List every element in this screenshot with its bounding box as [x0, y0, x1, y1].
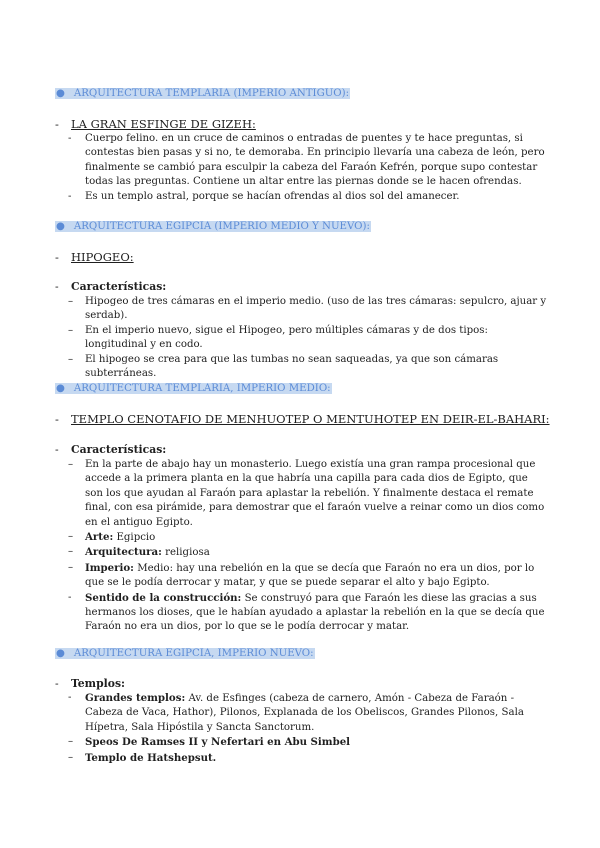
list-item: – Imperio: Medio: hay una rebelión en la que se decía que Faraón no era un dios, por lo que se le podía derrocar y matar, y que se puede separar el alto y bajo Egipto. — [68, 561, 535, 589]
esfinge-list — [68, 132, 548, 204]
list-item: – Arquitectura: religiosa — [68, 546, 210, 559]
section-heading-templaria-medio: ● ARQUITECTURA TEMPLARIA, IMPERIO MEDIO: — [56, 383, 331, 394]
title-gran-esfinge: - LA GRAN ESFINGE DE GIZEH: — [55, 117, 256, 131]
list-item: - Es un templo astral, porque se hacían ofrendas al dios sol del amanecer. — [68, 190, 460, 202]
subheading-caracteristicas: - Características: — [55, 280, 167, 293]
list-item: – Arte: Egipcio — [68, 531, 156, 544]
list-item: – En la parte de abajo hay un monasterio. Luego existía una gran rampa procesional que accede a la primera planta en la que habría una capilla para cada dios de Egipto, que son los que ayudan al Faraón para aplastar la rebelión. Y finalmente destaca el remate final, con esa pirámide, para demostrar que el faraón vuelve a reinar como un dios como en el antiguo Egipto. — [68, 459, 545, 528]
list-item: – Templo de Hatshepsut. — [68, 751, 217, 764]
title-hipogeo: - HIPOGEO: — [55, 250, 134, 264]
section-heading-medio-nuevo: ● ARQUITECTURA EGIPCIA (IMPERIO MEDIO Y NUEVO): — [56, 221, 370, 232]
section-heading-imperio-nuevo: ● ARQUITECTURA EGIPCIA, IMPERIO NUEVO: — [56, 648, 314, 659]
bullet-icon: ● — [56, 648, 65, 659]
list-item: - Cuerpo felino. en un cruce de caminos o entradas de puentes y te hace preguntas, si contestas bien pasas y si no, te demoraba. En principio llevaría una cabeza de león, pero finalmente se cambió para esculpir la cabeza del Faraón Kefrén, porque supo contestar todas las preguntas. Contiene un altar entre las piernas donde se le hacen ofrendas. — [68, 133, 545, 188]
templos-list — [68, 691, 548, 766]
templo-list — [68, 458, 548, 635]
bullet-icon: ● — [56, 221, 65, 232]
hipogeo-list — [68, 295, 548, 381]
bullet-icon: ● — [56, 383, 65, 394]
subheading-templos: - Templos: — [55, 677, 126, 690]
list-item: – Hipogeo de tres cámaras en el imperio medio. (uso de las tres cámaras: sepulcro, ajuar y serdab). — [68, 296, 547, 322]
title-templo-cenotafio: - TEMPLO CENOTAFIO DE MENHUOTEP O MENTUHOTEP EN DEIR-EL-BAHARI: — [55, 412, 550, 426]
list-item: – En el imperio nuevo, sigue el Hipogeo, pero múltiples cámaras y de dos tipos: longitudinal y en codo. — [68, 324, 488, 351]
section-heading-antiguo: ● ARQUITECTURA TEMPLARIA (IMPERIO ANTIGUO): — [56, 88, 350, 99]
subheading-caracteristicas: - Características: — [55, 443, 167, 456]
list-item: – Speos De Ramses II y Nefertari en Abu Simbel — [68, 736, 351, 749]
list-item: - Grandes templos: Av. de Esfinges (cabeza de carnero, Amón - Cabeza de Faraón - Cabeza de Vaca, Hathor), Pilonos, Explanada de los Obeliscos, Grandes Pilonos, Sala Hípetra, Sala Hipóstila y Sancta Sanctorum. — [68, 692, 524, 733]
list-item: - Sentido de la construcción: Se construyó para que Faraón les diese las gracias a sus hermanos los dioses, que le habían ayudado a aplastar la rebelión en la que se decía que Faraón no era un dios, por lo que se le podía derrocar y matar. — [68, 591, 545, 633]
bullet-icon: ● — [56, 88, 65, 99]
list-item: – El hipogeo se crea para que las tumbas no sean saqueadas, ya que son cámaras subterráneas. — [68, 353, 499, 380]
